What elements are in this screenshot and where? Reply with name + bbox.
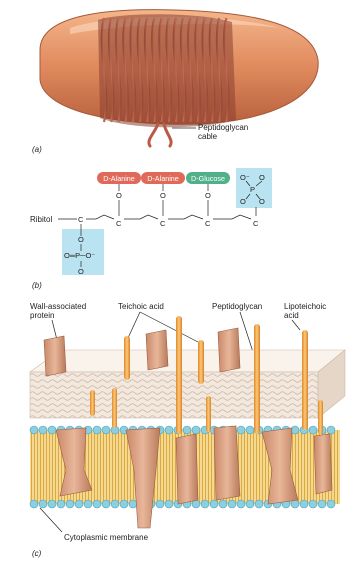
lipoteichoic-rod-4	[206, 396, 211, 432]
upper-o-right: O	[259, 197, 265, 206]
teichoic-rod-1	[124, 336, 130, 380]
membrane-leader	[40, 508, 62, 532]
lipid-head	[327, 500, 335, 508]
lipoteichoic-rod-5	[318, 400, 323, 434]
lipid-head	[48, 500, 56, 508]
lipid-head	[219, 500, 227, 508]
upper-p: P	[250, 185, 256, 194]
transmembrane-protein-3	[176, 434, 198, 504]
pill-1	[97, 172, 141, 184]
pill-3-text: D-Glucose	[191, 174, 225, 183]
panel-c-label: (c)	[32, 549, 42, 558]
teichoic-rod-3	[90, 390, 95, 416]
wall-protein-3	[218, 328, 240, 372]
lipoteichoic-rod-1	[176, 316, 182, 434]
lipid-head	[93, 426, 101, 434]
o-2: O	[160, 191, 166, 200]
c-2: C	[116, 219, 122, 228]
lower-o: O	[78, 235, 84, 244]
teichoic-rod-4	[112, 388, 117, 428]
peptidoglycan-cable	[149, 124, 171, 146]
lipid-head	[201, 500, 209, 508]
lipid-head	[165, 426, 173, 434]
label-wall-protein-1: Wall-associated	[30, 302, 87, 311]
lower-phosphate-text: O═P─O⁻	[64, 251, 96, 260]
c-3: C	[160, 219, 166, 228]
panel-a-label: (a)	[32, 145, 42, 154]
lipid-head	[111, 500, 119, 508]
lipid-head	[318, 500, 326, 508]
lipid-head	[120, 500, 128, 508]
lipid-head	[75, 500, 83, 508]
wall-protein-2	[146, 330, 168, 370]
wall-protein-1	[44, 336, 66, 376]
pill-1-text: D-Alanine	[103, 174, 135, 183]
upper-o-minus: O⁻	[240, 173, 250, 182]
lipid-head	[246, 500, 254, 508]
cable-label-line2: cable	[198, 132, 218, 141]
panel-b-label: (b)	[32, 281, 42, 290]
peptidoglycan-layer	[30, 350, 345, 418]
pill-2-text: D-Alanine	[147, 174, 179, 183]
lipid-head	[66, 500, 74, 508]
lipid-head	[237, 500, 245, 508]
lipid-head	[255, 500, 263, 508]
upper-o-left: O	[240, 197, 246, 206]
pill-2	[141, 172, 185, 184]
lipid-head	[309, 500, 317, 508]
lipid-head	[165, 500, 173, 508]
lipid-head	[210, 500, 218, 508]
c-5: C	[253, 219, 259, 228]
label-membrane: Cytoplasmic membrane	[64, 533, 149, 542]
lipid-head	[309, 426, 317, 434]
cable-label-line1: Peptidoglycan	[198, 123, 249, 132]
lipid-head	[48, 426, 56, 434]
lipid-head	[93, 500, 101, 508]
lipid-head	[39, 500, 47, 508]
transmembrane-protein-4	[214, 426, 240, 500]
label-teichoic: Teichoic acid	[118, 302, 164, 311]
lipid-head	[327, 426, 335, 434]
o-1: O	[116, 191, 122, 200]
lipid-head	[30, 426, 38, 434]
transmembrane-protein-6	[314, 434, 332, 494]
panel-b	[30, 168, 272, 290]
lipid-head	[192, 426, 200, 434]
lipid-head	[102, 500, 110, 508]
pill-3	[186, 172, 230, 184]
lower-o-bottom: O	[78, 267, 84, 276]
upper-o-top: O	[259, 173, 265, 182]
lipid-head	[237, 426, 245, 434]
lipoteichoic-rod-3	[302, 330, 308, 430]
vertical-bonds	[119, 184, 256, 216]
label-peptidoglycan: Peptidoglycan	[212, 302, 263, 311]
lipid-head	[102, 426, 110, 434]
lipid-head	[183, 426, 191, 434]
c-4: C	[205, 219, 211, 228]
backbone-bonds	[86, 215, 251, 219]
lipid-head	[129, 500, 137, 508]
lipid-head	[156, 500, 164, 508]
lipid-head	[291, 500, 299, 508]
peptidoglycan-coil	[98, 14, 236, 127]
lipid-head	[228, 500, 236, 508]
lipid-head	[39, 426, 47, 434]
lipid-head	[84, 500, 92, 508]
o-3: O	[205, 191, 211, 200]
lipid-head	[300, 500, 308, 508]
lipoteichoic-rod-2	[254, 324, 260, 434]
teichoic-rod-2	[198, 340, 204, 384]
lipid-head	[57, 500, 65, 508]
lipid-head	[30, 500, 38, 508]
c-1: C	[78, 215, 84, 224]
lipid-head	[246, 426, 254, 434]
label-wall-protein-2: protein	[30, 311, 55, 320]
panel-c	[30, 302, 345, 558]
ribitol-label: Ribitol	[30, 215, 53, 224]
label-lipoteichoic-1: Lipoteichoic	[284, 302, 327, 311]
panel-a	[32, 10, 318, 154]
label-lipoteichoic-2: acid	[284, 311, 299, 320]
